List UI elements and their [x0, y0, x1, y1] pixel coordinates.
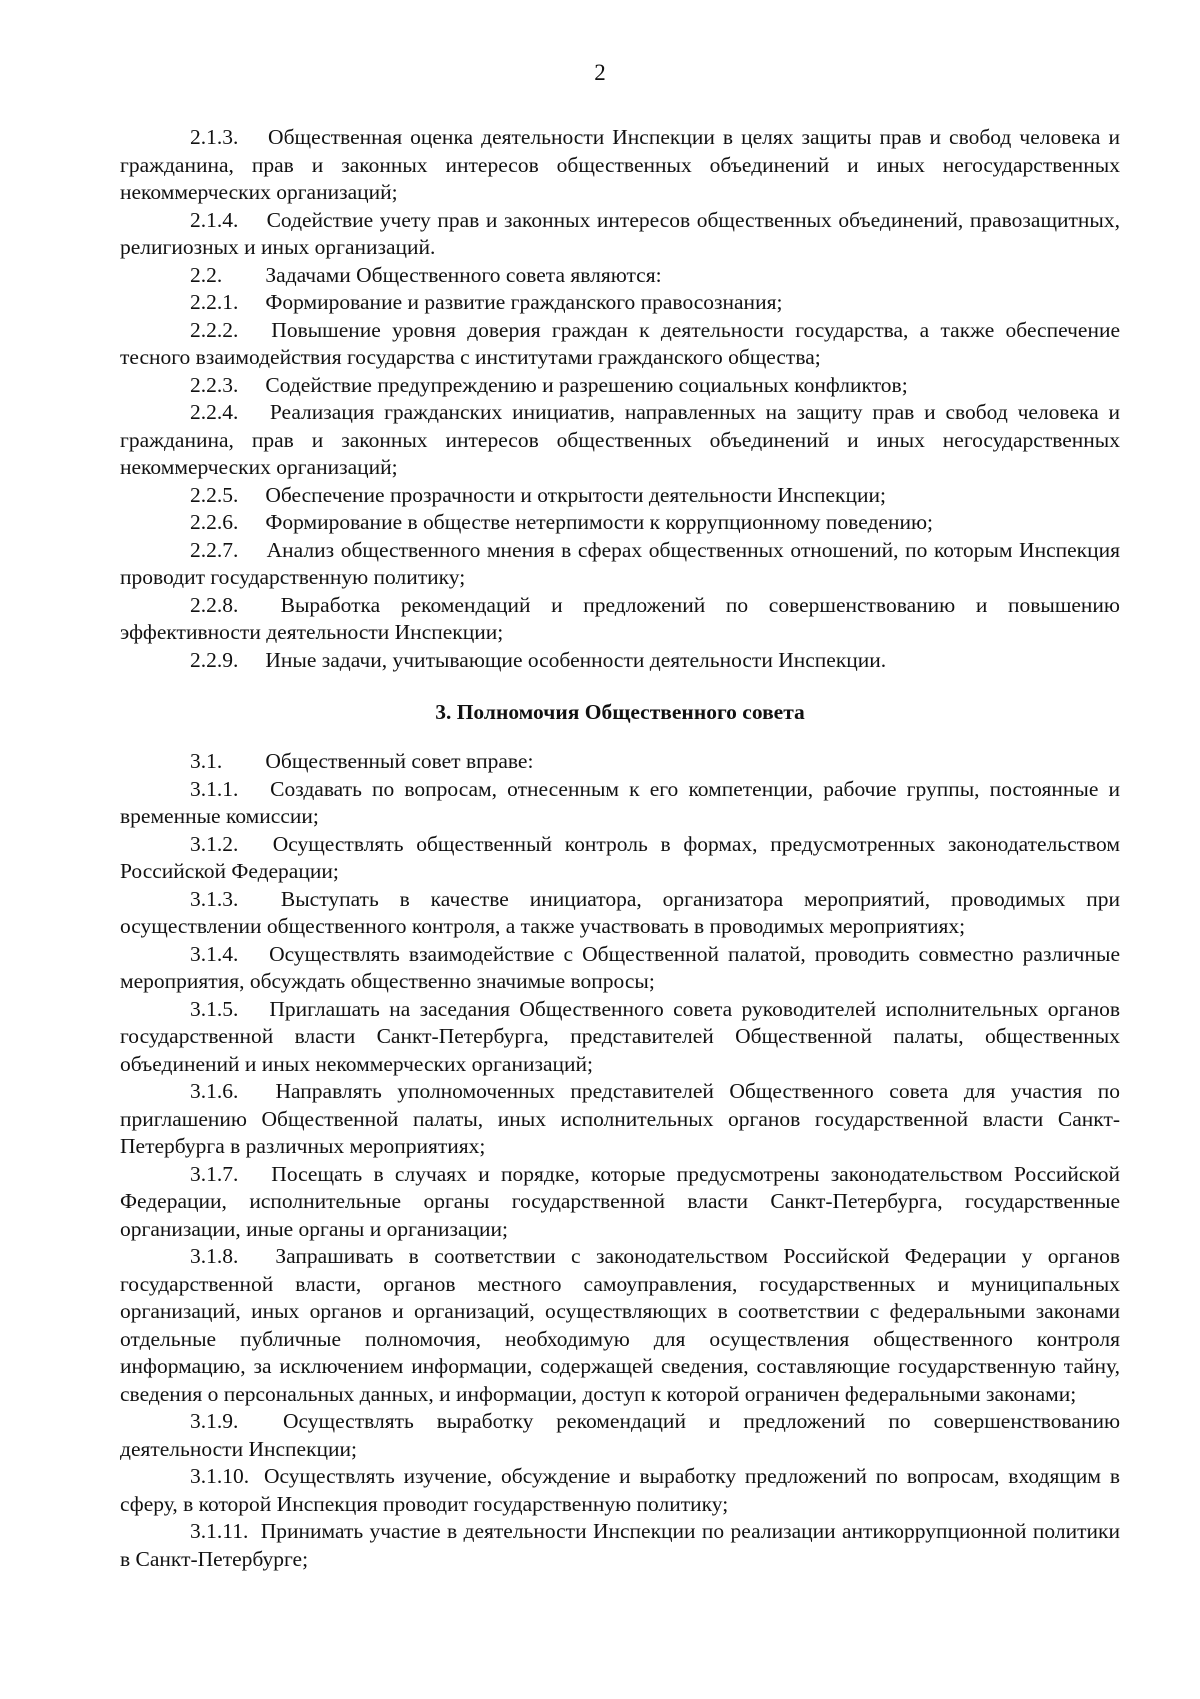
clause-paragraph [120, 537, 1120, 592]
clause-paragraph [120, 509, 1120, 537]
clause-paragraph [120, 1078, 1120, 1161]
clause-number: 3.1.7. [190, 1161, 239, 1186]
clause-number: 3.1.11. [190, 1519, 249, 1543]
clause-paragraph [120, 941, 1120, 996]
clause-text: Общественный совет вправе: [265, 749, 534, 773]
clause-text: Общественная оценка деятельности Инспекции в целях защиты прав и свобод человека и гражданина, прав и законных интересов общественных объединений и иных негосударственных некоммерческих организаций; [120, 125, 1120, 204]
page-number: 2 [594, 60, 606, 85]
clause-paragraph [120, 289, 1120, 317]
clause-number: 2.2.1. [190, 290, 239, 314]
clause-number: 3.1.5. [190, 996, 239, 1021]
clause-text: Посещать в случаях и порядке, которые предусмотрены законодательством Российской Федерации, исполнительные органы государственной власти Санкт-Петербурга, государственные организации, иные органы и организации; [120, 1161, 1121, 1241]
clause-number: 3.1.3. [190, 886, 239, 911]
clause-paragraph [120, 124, 1120, 207]
clause-number: 2.2.5. [190, 482, 239, 507]
clause-number: 3.1. [190, 749, 223, 773]
clause-paragraph [120, 776, 1120, 831]
clause-text: Повышение уровня доверия граждан к деятельности государства, а также обеспечение тесного взаимодействия государства с институтами гражданского общества; [120, 317, 1121, 369]
section-3-list [120, 748, 1120, 1573]
clause-number: 2.2. [190, 262, 223, 287]
clause-paragraph [120, 317, 1120, 372]
clause-text: Направлять уполномоченных представителей Общественного совета для участия по приглашению Общественной палаты, иных исполнительных органов государственной власти Санкт-Петербурга в различных мероприятиях; [120, 1079, 1121, 1158]
clause-text: Осуществлять изучение, обсуждение и выработку предложений по вопросам, входящим в сферу, в которой Инспекция проводит государственную политику; [120, 1464, 1121, 1516]
clause-paragraph [120, 1161, 1120, 1244]
clause-paragraph [120, 886, 1120, 941]
clause-paragraph [120, 207, 1120, 262]
clause-number: 3.1.10. [190, 1464, 250, 1488]
document-body [120, 124, 1120, 1573]
clause-text: Запрашивать в соответствии с законодательством Российской Федерации у органов государственной власти, органов местного самоуправления, государственных и муниципальных организаций, иных органов и организаций, осуществляющих в соответствии с федеральными законами отдельные публичные полномочия, необходимую для осуществления общественного контроля информацию, за исключением информации, содержащей сведения, составляющие государственную тайну, сведения о персональных данных, и информации, доступ к которой ограничен федеральными законами; [120, 1244, 1121, 1406]
clause-number: 2.2.3. [190, 372, 239, 397]
clause-text: Создавать по вопросам, отнесенным к его компетенции, рабочие группы, постоянные и временные комиссии; [120, 776, 1121, 828]
section-2-list [120, 124, 1120, 674]
clause-number: 3.1.1. [190, 776, 239, 801]
clause-paragraph [120, 482, 1120, 510]
clause-text: Осуществлять взаимодействие с Общественной палатой, проводить совместно различные мероприятия, обсуждать общественно значимые вопросы; [120, 941, 1120, 993]
clause-text: Формирование и развитие гражданского правосознания; [265, 290, 783, 314]
clause-text: Приглашать на заседания Общественного совета руководителей исполнительных органов государственной власти Санкт-Петербурга, представителей Общественной палаты, общественных объединений и иных некоммерческих организаций; [120, 996, 1121, 1076]
clause-text: Формирование в обществе нетерпимости к коррупционному поведению; [265, 510, 933, 534]
clause-paragraph [120, 1408, 1120, 1463]
clause-text: Иные задачи, учитывающие особенности деятельности Инспекции. [265, 647, 887, 672]
clause-number: 2.2.8. [190, 592, 239, 617]
clause-number: 3.1.8. [190, 1244, 239, 1268]
clause-number: 3.1.9. [190, 1409, 239, 1433]
clause-number: 2.1.3. [190, 125, 239, 149]
clause-text: Содействие учету прав и законных интересов общественных объединений, правозащитных, религиозных и иных организаций. [120, 207, 1120, 259]
clause-number: 3.1.6. [190, 1079, 239, 1103]
section-3-heading: 3. Полномочия Общественного совета [435, 700, 805, 724]
clause-text: Обеспечение прозрачности и открытости деятельности Инспекции; [265, 482, 886, 507]
clause-paragraph [120, 372, 1120, 400]
clause-text: Принимать участие в деятельности Инспекции по реализации антикоррупционной политики в Санкт-Петербурге; [120, 1519, 1120, 1571]
clause-paragraph [120, 647, 1120, 675]
clause-number: 3.1.4. [190, 941, 239, 966]
clause-text: Содействие предупреждению и разрешению социальных конфликтов; [265, 372, 908, 397]
clause-paragraph [120, 592, 1120, 647]
clause-number: 3.1.2. [190, 831, 239, 856]
clause-paragraph [120, 262, 1120, 290]
clause-number: 2.2.6. [190, 510, 239, 534]
clause-number: 2.2.7. [190, 537, 239, 562]
clause-text: Реализация гражданских инициатив, направленных на защиту прав и свобод человека и гражданина, прав и законных интересов общественных объединений и иных негосударственных некоммерческих организаций; [120, 400, 1121, 479]
clause-text: Осуществлять общественный контроль в формах, предусмотренных законодательством Российской Федерации; [120, 831, 1121, 883]
clause-paragraph [120, 996, 1120, 1079]
clause-number: 2.2.2. [190, 317, 239, 342]
clause-paragraph [120, 1243, 1120, 1408]
clause-text: Выступать в качестве инициатора, организатора мероприятий, проводимых при осуществлении общественного контроля, а также участвовать в проводимых мероприятиях; [120, 886, 1120, 938]
clause-number: 2.2.9. [190, 647, 239, 672]
clause-paragraph [120, 1518, 1120, 1573]
clause-paragraph [120, 831, 1120, 886]
clause-text: Задачами Общественного совета являются: [265, 262, 662, 287]
clause-text: Осуществлять выработку рекомендаций и предложений по совершенствованию деятельности Инспекции; [120, 1409, 1121, 1461]
clause-paragraph [120, 399, 1120, 482]
clause-text: Анализ общественного мнения в сферах общественных отношений, по которым Инспекция проводит государственную политику; [120, 537, 1121, 589]
clause-text: Выработка рекомендаций и предложений по совершенствованию и повышению эффективности деятельности Инспекции; [120, 592, 1120, 644]
clause-paragraph [120, 1463, 1120, 1518]
clause-number: 2.2.4. [190, 400, 239, 424]
clause-number: 2.1.4. [190, 207, 239, 232]
clause-paragraph [120, 748, 1120, 776]
